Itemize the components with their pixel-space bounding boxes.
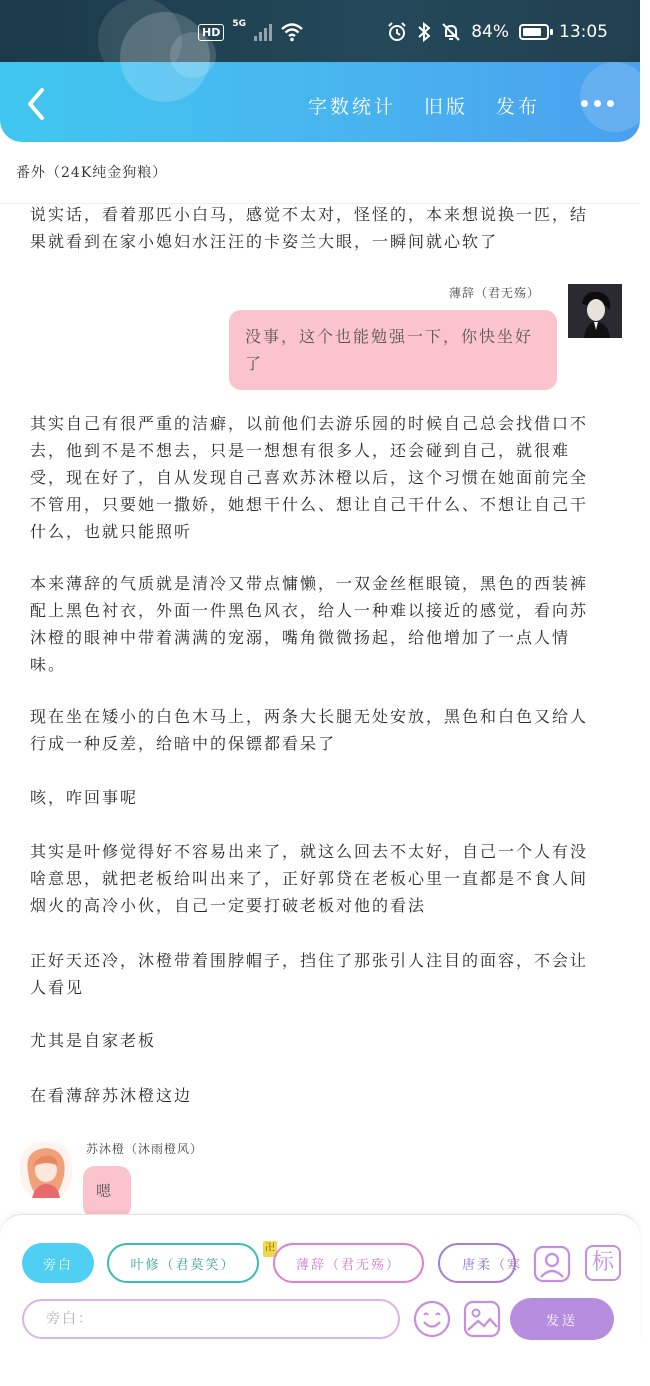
avatar[interactable]	[20, 1142, 72, 1198]
chat-message: 没事，这个也能勉强一下，你快坐好了	[245, 327, 534, 373]
word-count-button[interactable]: 字数统计	[307, 96, 396, 118]
input-panel	[0, 1214, 640, 1341]
battery-icon	[519, 24, 549, 40]
network-label: 5G	[232, 19, 246, 29]
system-nav-bar	[0, 1340, 640, 1386]
narration-paragraph[interactable]: 咳，咋回事呢	[30, 788, 139, 807]
signal-icon	[254, 23, 272, 41]
chat-message: 嗯	[96, 1182, 114, 1200]
clock-time: 13:05	[559, 22, 608, 42]
more-dots-icon[interactable]	[581, 100, 614, 107]
emoji-icon[interactable]	[412, 1299, 452, 1339]
chat-bubble[interactable]	[83, 1166, 131, 1218]
narration-paragraph[interactable]: 其实是叶修觉得好不容易出来了，就这么回去不太好，自己一个人有没啥意思，就把老板给叫出来了，正好郭贷在老板心里一直都是不食人间烟火的高冷小伙，自己一定要打破老板对他的看法	[30, 842, 589, 915]
tag-button[interactable]: 标	[585, 1245, 621, 1281]
narration-paragraph[interactable]: 现在坐在矮小的白色木马上，两条大长腿无处安放，黑色和白色又给人行成一种反差，给暗中的保镖都看呆了	[30, 707, 589, 753]
message-input[interactable]	[22, 1299, 400, 1339]
character-avatar-icon	[20, 1142, 72, 1198]
role-chip-tang-rou[interactable]: 唐柔（寒	[438, 1243, 516, 1283]
image-icon[interactable]	[462, 1299, 502, 1339]
speaker-name: 薄辞（君无殇）	[449, 286, 541, 300]
mute-bell-icon	[441, 22, 461, 42]
status-bar-right	[387, 22, 608, 42]
pin-badge: 卍	[263, 1241, 277, 1257]
publish-button[interactable]: 发布	[495, 96, 540, 118]
role-chip-narrator[interactable]: 旁白	[22, 1243, 94, 1283]
role-chip-bo-ci[interactable]: 薄辞（君无殇）	[273, 1243, 424, 1283]
status-bar-left	[198, 19, 304, 42]
narration-paragraph[interactable]: 本来薄辞的气质就是清冷又带点慵懒，一双金丝框眼镜，黑色的西装裤配上黑色衬衣，外面一件黑色风衣，给人一种难以接近的感觉，看向苏沐橙的眼神中带着满满的宠溺，嘴角微微扬起，给他增加了一点人情味。	[30, 574, 589, 674]
header-decoration	[580, 62, 650, 132]
header-menu	[308, 92, 540, 119]
narration-paragraph[interactable]: 在看薄辞苏沐橙这边	[30, 1086, 193, 1105]
narration-paragraph[interactable]: 尤其是自家老板	[30, 1031, 157, 1050]
alarm-icon	[387, 22, 407, 42]
wifi-icon	[280, 22, 304, 42]
role-chip-ye-xiu[interactable]: 叶修（君莫笑）	[107, 1243, 259, 1283]
back-chevron-icon[interactable]	[18, 84, 58, 124]
battery-percent: 84%	[471, 22, 509, 42]
header-decoration	[170, 32, 216, 78]
battery-fill	[523, 28, 541, 36]
chapter-title: 番外（24K纯金狗粮）	[16, 165, 168, 181]
narration-paragraph[interactable]: 正好天还冷，沐橙带着围脖帽子，挡住了那张引人注目的面容，不会让人看见	[30, 951, 589, 997]
chat-bubble[interactable]	[229, 310, 557, 390]
old-version-button[interactable]: 旧版	[423, 96, 468, 118]
avatar[interactable]	[568, 284, 622, 338]
send-button[interactable]: 发送	[510, 1298, 614, 1340]
role-card-icon[interactable]	[532, 1245, 572, 1283]
app-header	[0, 62, 640, 142]
speaker-name: 苏沐橙（沐雨橙风）	[86, 1142, 204, 1156]
narration-paragraph[interactable]: 说实话，看着那匹小白马，感觉不太对，怪怪的，本来想说换一匹，结果就看到在家小媳妇水汪汪的卡姿兰大眼，一瞬间就心软了	[30, 205, 589, 251]
story-content	[0, 204, 640, 1214]
narration-paragraph[interactable]: 其实自己有很严重的洁癖，以前他们去游乐园的时候自己总会找借口不去，他到不是不想去，只是一想想有很多人，还会碰到自己，就很难受，现在好了，自从发现自己喜欢苏沐橙以后，这个习惯在她面前完全不管用，只要她一撒娇，她想干什么、想让自己干什么、不想让自己干什么，也就只能照听	[30, 414, 589, 541]
status-bar	[0, 0, 640, 62]
bluetooth-icon	[417, 22, 431, 42]
character-avatar-icon	[568, 284, 622, 338]
hd-badge: HD	[198, 24, 224, 41]
